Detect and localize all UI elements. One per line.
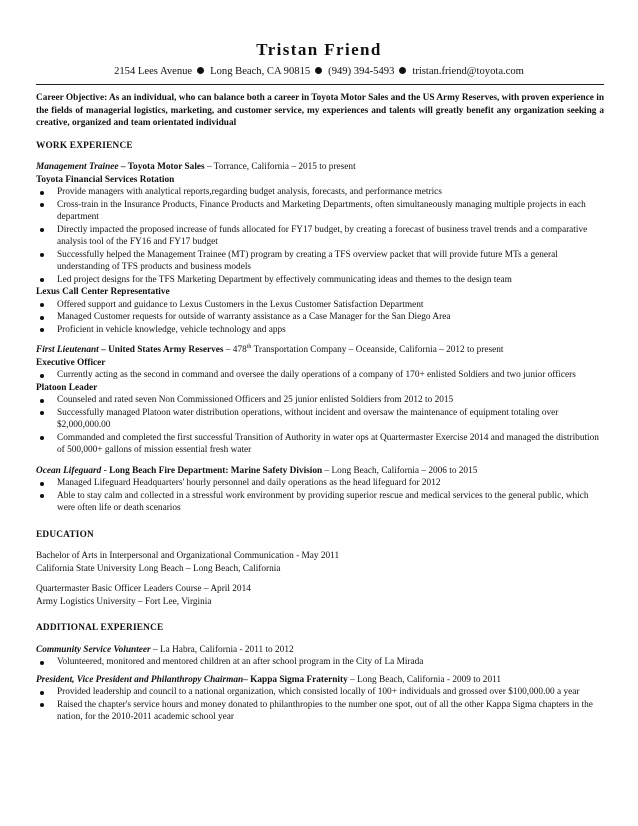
list-item: Managed Customer requests for outside of warranty assistance as a Case Manager for the San Diego Area xyxy=(36,311,604,324)
list-item: Commanded and completed the first successful Transition of Authority in water ops at Quartermaster Exercise 2014 and managed the distribution of 500,000+ gallons of mission essential fresh water xyxy=(36,432,604,457)
role-details: – Long Beach, California - 2009 to 2011 xyxy=(347,674,502,685)
job-subtitle: Toyota Financial Services Rotation xyxy=(36,174,175,185)
job-title: Management Trainee xyxy=(36,162,119,172)
job-toyota: Management Trainee – Toyota Motor Sales – Torrance, California – 2015 to present xyxy=(36,162,356,172)
candidate-name: Tristan Friend xyxy=(256,40,382,59)
role-title: President, Vice President and Philanthropy Chairman xyxy=(36,674,244,685)
career-objective: Career Objective: As an individual, who can balance both a career in Toyota Motor Sales and the US Army Reserves, with proven experience in the fields of managerial logistics, marketing, and customer service, my experiences and talents will greatly benefit any organization seeking a creative, organized and team orientated individual xyxy=(36,93,604,128)
list-item: Provide managers with analytical reports,regarding budget analysis, forecasts, and performance metrics xyxy=(36,186,604,199)
ordinal-suffix: th xyxy=(246,343,252,350)
bullet-dot-icon xyxy=(315,67,322,74)
bullet-list xyxy=(36,299,604,337)
fraternity-entry: President, Vice President and Philanthropy Chairman– Kappa Sigma Fraternity – Long Beach, California - 2009 to 2011 xyxy=(36,674,502,685)
contact-line xyxy=(0,66,638,77)
job-subtitle: Platoon Leader xyxy=(36,382,98,393)
bullet-dot-icon xyxy=(197,67,204,74)
job-army: First Lieutenant – United States Army Reserves – 478th Transportation Company – Oceanside, California – 2012 to present xyxy=(36,343,504,355)
job-details: Transportation Company – Oceanside, California – 2012 to present xyxy=(251,345,504,355)
job-subtitle: Executive Officer xyxy=(36,357,106,368)
list-item: Successfully helped the Management Trainee (MT) program by creating a TFS overview packet that will provide future MTs a general understanding of TFS products and business models xyxy=(36,249,604,274)
degree: Bachelor of Arts in Interpersonal and Organizational Communication - May 2011 xyxy=(36,551,340,561)
bullet-dot-icon xyxy=(399,67,406,74)
job-details-pre: – 478 xyxy=(223,345,247,355)
school: Army Logistics University – Fort Lee, Virginia xyxy=(36,596,212,607)
additional-experience-heading: ADDITIONAL EXPERIENCE xyxy=(36,623,164,633)
list-item: Volunteered, monitored and mentored children at an after school program in the City of La Mirada xyxy=(36,656,604,669)
job-lifeguard: Ocean Lifeguard - Long Beach Fire Department: Marine Safety Division – Long Beach, California – 2006 to 2015 xyxy=(36,465,478,476)
job-details: – Long Beach, California – 2006 to 2015 xyxy=(322,465,478,476)
education-heading: EDUCATION xyxy=(36,529,94,540)
list-item: Cross-train in the Insurance Products, Finance Products and Marketing Departments, often simultaneously managing multiple projects in each department xyxy=(36,199,604,224)
list-item: Directly impacted the proposed increase of funds allocated for FY17 budget, by creating a forecast of business travel trends and a comparative analysis tool of the FY16 and FY17 budget xyxy=(36,224,604,249)
job-title: First Lieutenant xyxy=(36,345,99,355)
school: California State University Long Beach – Long Beach, California xyxy=(36,563,281,574)
education-entry xyxy=(36,583,604,608)
list-item: Counseled and rated seven Non Commissioned Officers and 25 junior enlisted Soldiers from 2012 to 2015 xyxy=(36,394,604,407)
city: Long Beach, CA 90815 xyxy=(210,66,311,77)
bullet-list xyxy=(36,656,604,669)
job-title: Ocean Lifeguard xyxy=(36,465,102,476)
bullet-list xyxy=(36,394,604,457)
job-subtitle: Lexus Call Center Representative xyxy=(36,287,170,297)
list-item: Proficient in vehicle knowledge, vehicle technology and apps xyxy=(36,324,604,337)
education-entry xyxy=(36,550,604,575)
job-org: Long Beach Fire Department: Marine Safety Division xyxy=(109,465,323,476)
list-item: Currently acting as the second in command and oversee the daily operations of a company of 170+ enlisted Soldiers and two junior officers xyxy=(36,369,604,382)
bullet-list xyxy=(36,369,604,382)
list-item: Able to stay calm and collected in a stressful work environment by providing superior rescue and medical services to the general public, which were often life or death scenarios xyxy=(36,490,604,515)
bullet-list xyxy=(36,686,604,724)
role-details: – La Habra, California - 2011 to 2012 xyxy=(150,644,294,655)
address: 2154 Lees Avenue xyxy=(114,66,193,77)
bullet-list xyxy=(36,186,604,286)
list-item: Successfully managed Platoon water distribution operations, without incident and oversaw the maintenance of equipment totaling over $2,000,000.00 xyxy=(36,407,604,432)
list-item: Managed Lifeguard Headquarters' hourly personnel and daily operations as the head lifeguard for 2012 xyxy=(36,477,604,490)
role-org: Kappa Sigma Fraternity xyxy=(250,674,348,685)
volunteer-entry xyxy=(36,644,604,657)
list-item: Provided leadership and council to a national organization, which consisted locally of 100+ individuals and grossed over $100,000.00 a year xyxy=(36,686,604,699)
job-org: United States Army Reserves xyxy=(108,345,224,355)
list-item: Led project designs for the TFS Marketing Department by effectively communicating ideas and themes to the design team xyxy=(36,274,604,287)
work-experience-heading: WORK EXPERIENCE xyxy=(36,140,133,151)
email: tristan.friend@toyota.com xyxy=(412,66,524,77)
list-item: Raised the chapter's service hours and money donated to philanthropies to the number one spot, out of all the other Kappa Sigma chapters in the nation, for the 2010-2011 academic school year xyxy=(36,699,604,724)
phone: (949) 394-5493 xyxy=(328,66,395,77)
list-item: Offered support and guidance to Lexus Customers in the Lexus Customer Satisfaction Department xyxy=(36,299,604,312)
job-org: Toyota Motor Sales xyxy=(127,162,205,172)
header-divider xyxy=(36,84,604,85)
course: Quartermaster Basic Officer Leaders Course – April 2014 xyxy=(36,584,251,594)
resume-body xyxy=(36,92,604,724)
bullet-list xyxy=(36,477,604,515)
job-details: – Torrance, California – 2015 to present xyxy=(204,162,356,172)
role-title: Community Service Volunteer xyxy=(36,644,151,655)
